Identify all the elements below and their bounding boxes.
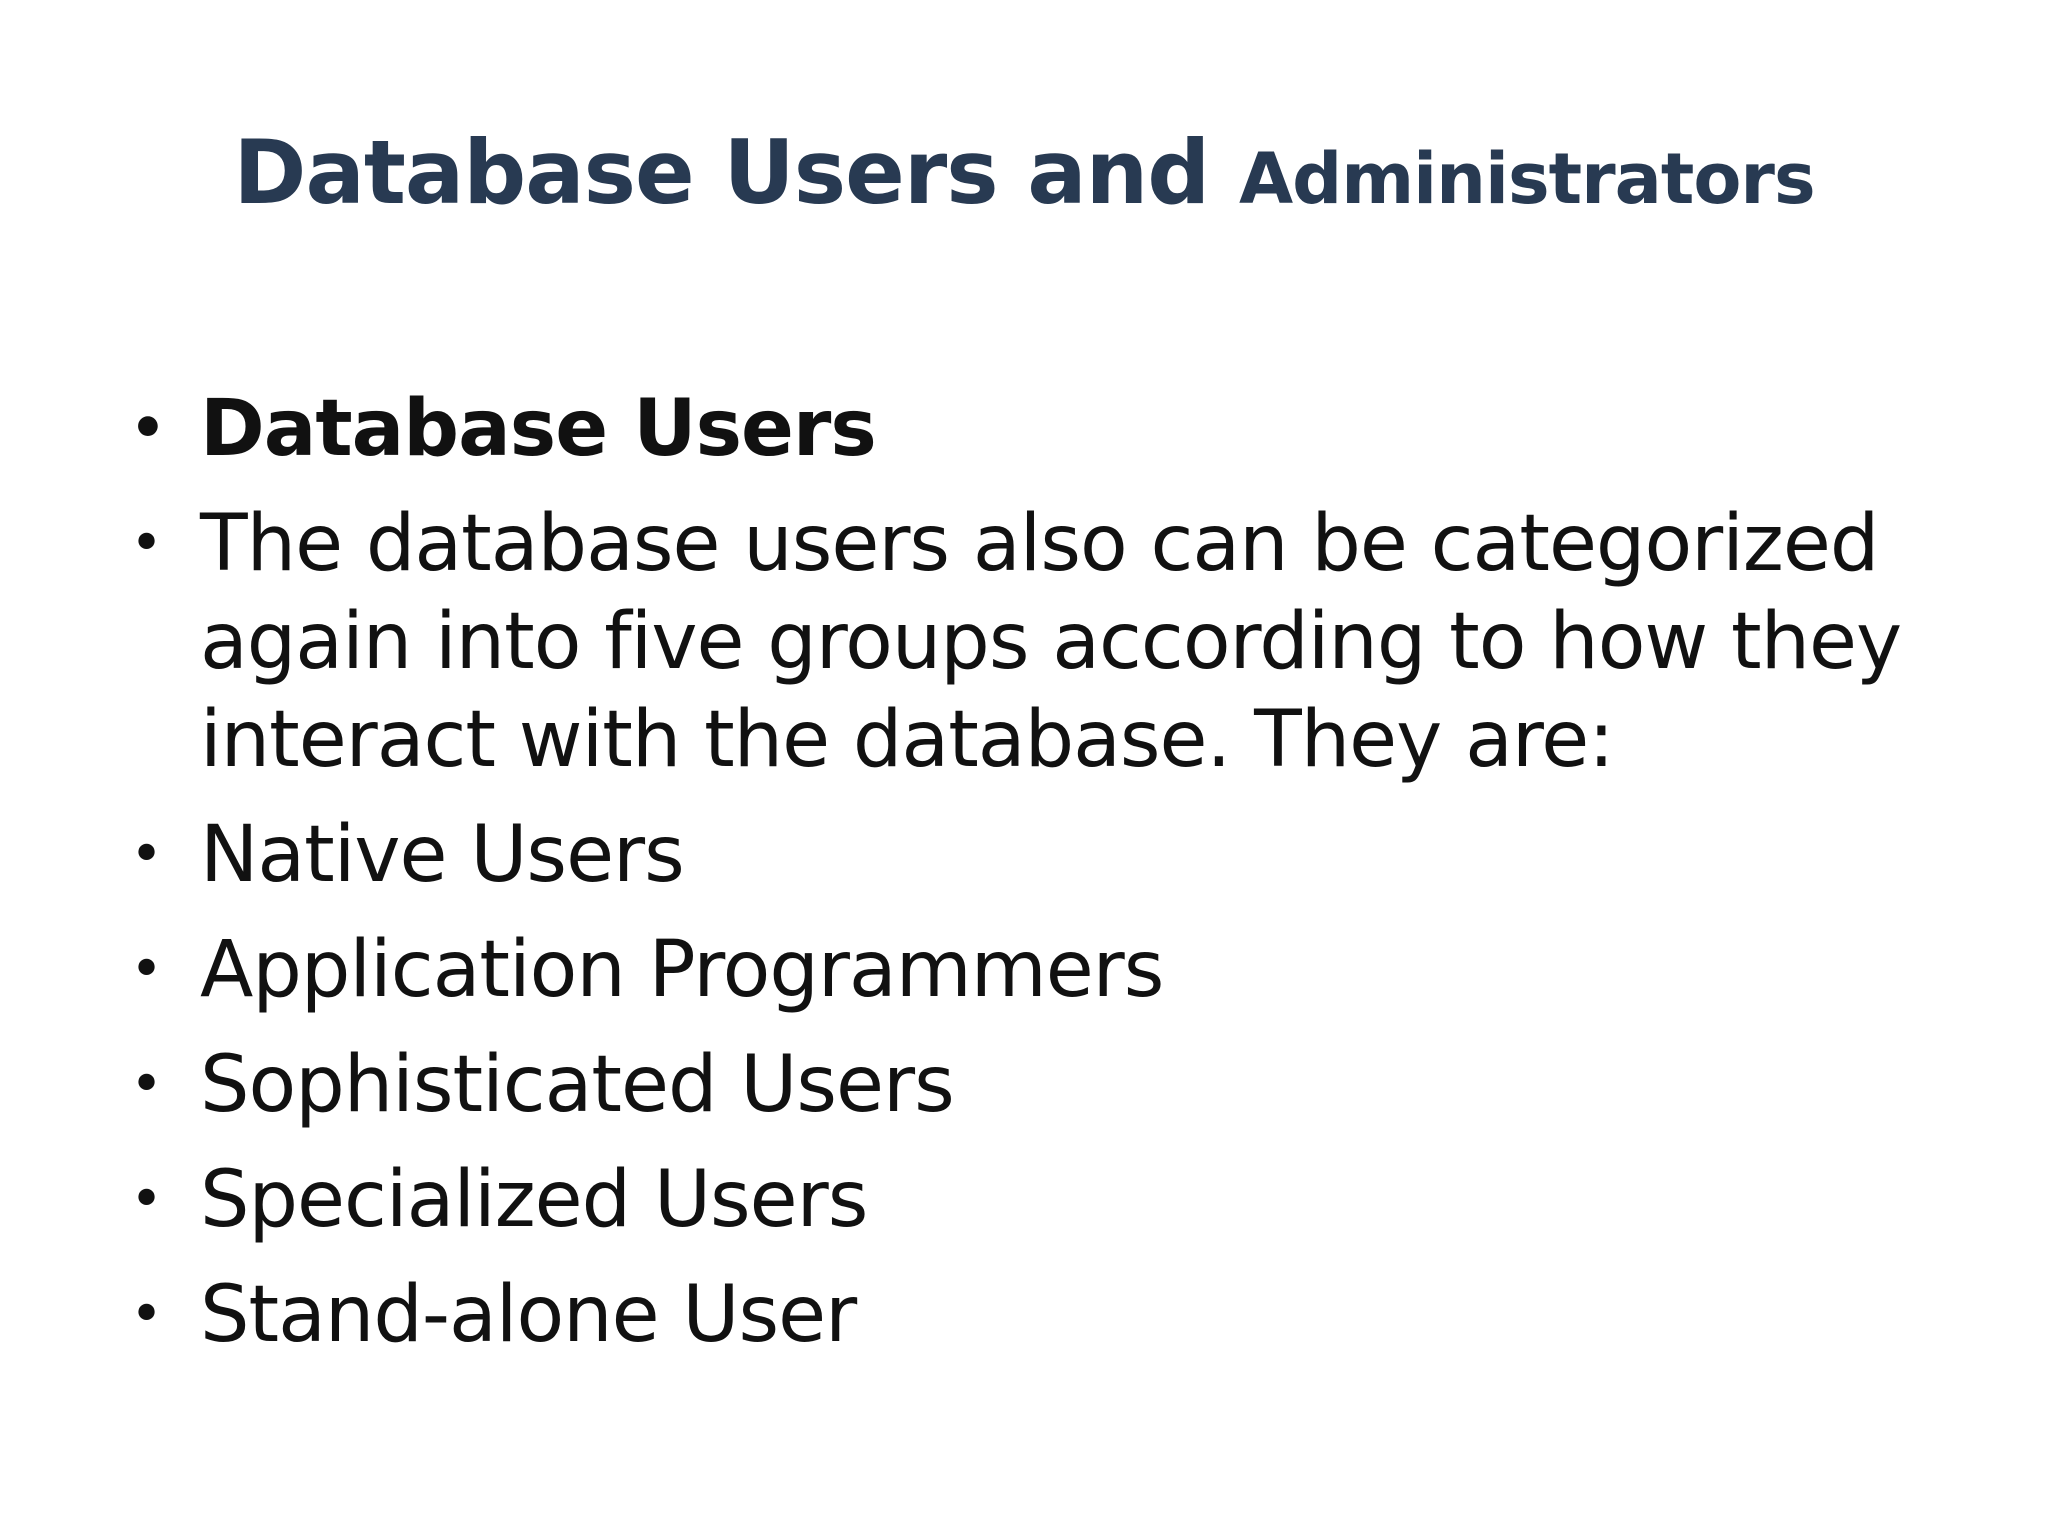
bullet-item: [120, 1266, 1950, 1364]
bullet-dot: •: [130, 1282, 163, 1347]
bullet-text: Database Users: [200, 384, 876, 474]
bullet-item: [120, 921, 1950, 1019]
bullet-item: [120, 1036, 1950, 1134]
bullet-text: Sophisticated Users: [200, 1040, 954, 1130]
bullet-dot: •: [130, 937, 163, 1002]
bullet-text: Application Programmers: [200, 925, 1164, 1015]
bullet-list: [120, 380, 1950, 1381]
title-main: Database Users and: [233, 121, 1239, 224]
bullet-text: Stand-alone User: [200, 1270, 857, 1360]
bullet-item: [120, 1151, 1950, 1249]
bullet-dot: •: [130, 511, 163, 576]
bullet-item: [120, 495, 1950, 789]
bullet-dot: •: [130, 1052, 163, 1117]
slide-title: [0, 118, 2048, 234]
bullet-text: Native Users: [200, 810, 684, 900]
bullet-item: [120, 380, 1950, 478]
bullet-item: [120, 806, 1950, 904]
bullet-dot: •: [130, 396, 165, 461]
bullet-dot: •: [130, 1167, 163, 1232]
bullet-text: Specialized Users: [200, 1155, 868, 1245]
bullet-text: The database users also can be categorized again into five groups according to how they interact with the database. They are:: [200, 499, 1902, 785]
title-small: Administrators: [1238, 138, 1815, 220]
bullet-dot: •: [130, 822, 163, 887]
